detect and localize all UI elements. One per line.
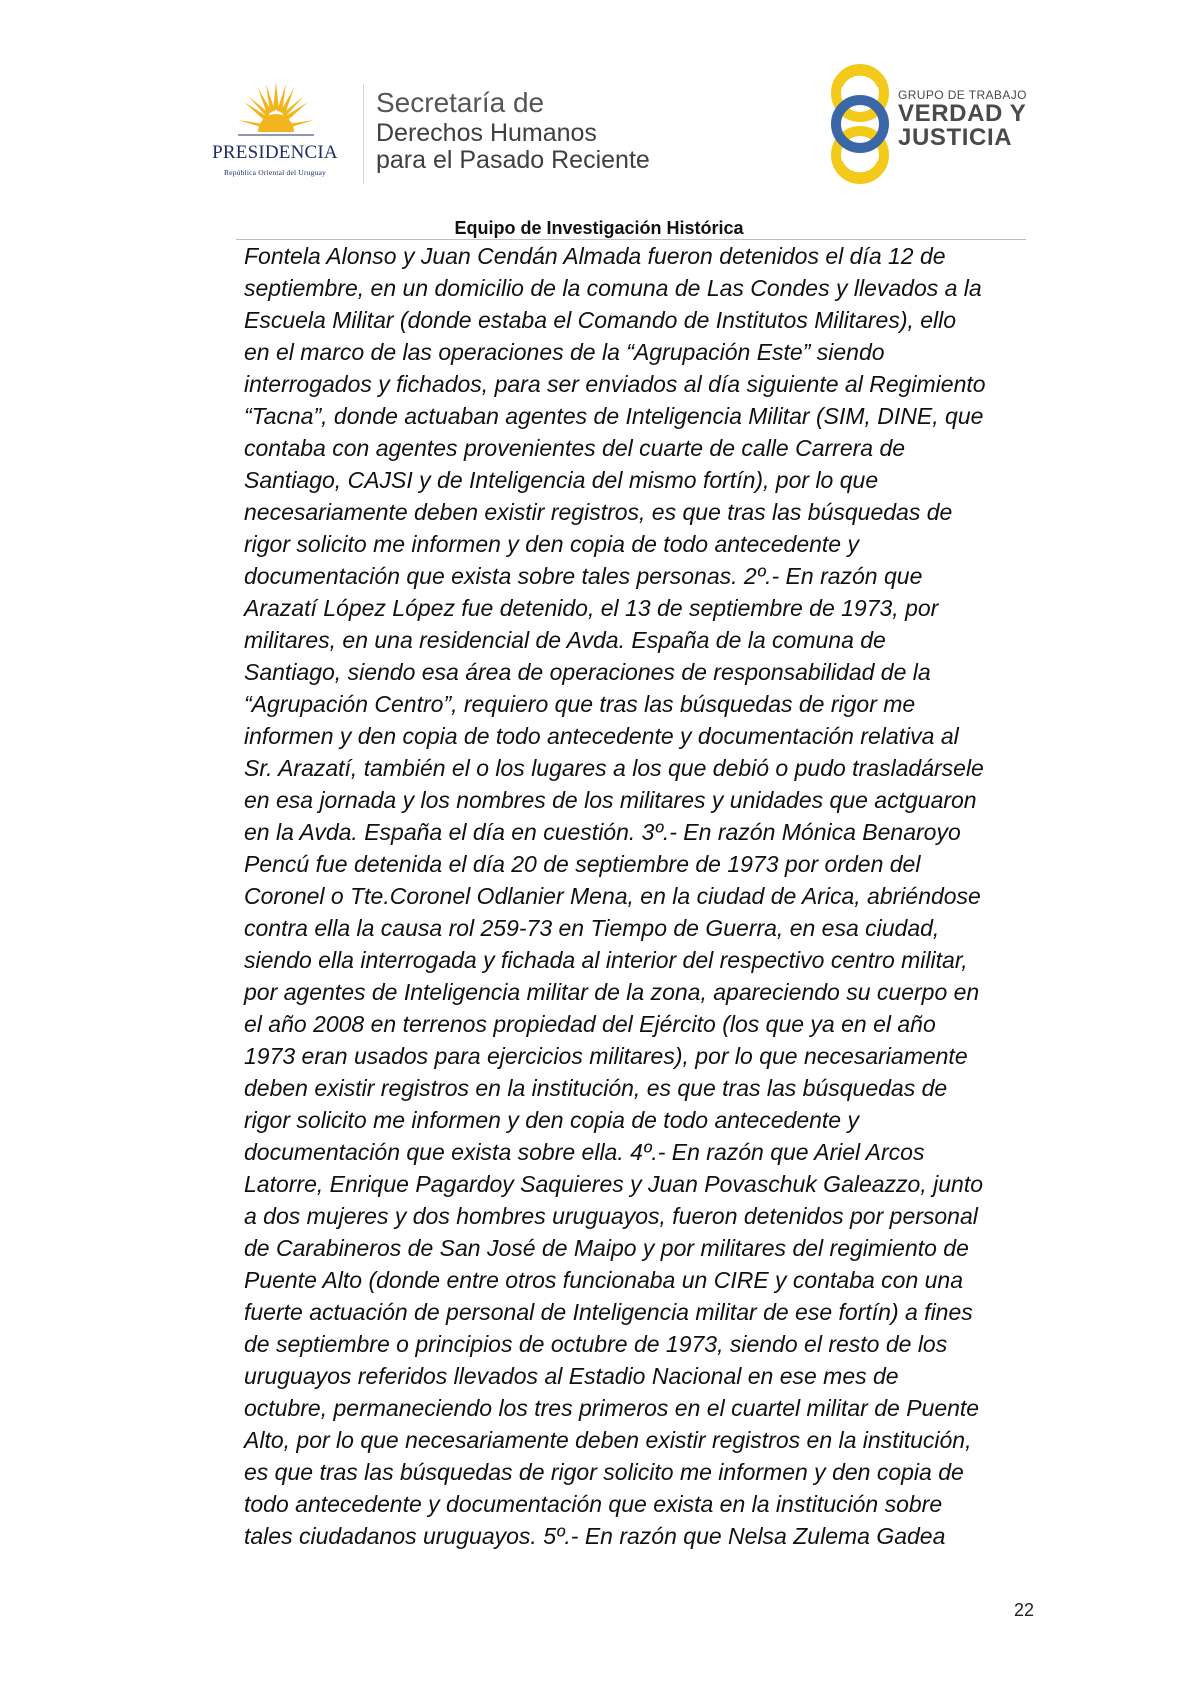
presidencia-logo <box>198 80 352 190</box>
secretaria-logo <box>376 86 650 174</box>
body-line: fuerte actuación de personal de Inteligencia militar de ese fortín) a fines <box>244 1299 973 1325</box>
body-line: contra ella la causa rol 259-73 en Tiempo de Guerra, en esa ciudad, <box>244 915 940 941</box>
body-line: el año 2008 en terrenos propiedad del Ejército (los que ya en el año <box>244 1011 936 1037</box>
body-line: en el marco de las operaciones de la “Agrupación Este” siendo <box>244 339 885 365</box>
body-line: “Agrupación Centro”, requiero que tras las búsquedas de rigor me <box>244 691 916 717</box>
body-line: documentación que exista sobre ella. 4º.- En razón que Ariel Arcos <box>244 1139 925 1165</box>
secretaria-line1: Secretaría de <box>376 87 545 118</box>
body-line: Pencú fue detenida el día 20 de septiembre de 1973 por orden del <box>244 851 921 877</box>
body-line: octubre, permaneciendo los tres primeros en el cuartel militar de Puente <box>244 1395 980 1421</box>
body-line: siendo ella interrogada y fichada al interior del respectivo centro militar, <box>244 947 968 973</box>
body-line: Coronel o Tte.Coronel Odlanier Mena, en la ciudad de Arica, abriéndose <box>244 883 981 909</box>
body-line: todo antecedente y documentación que exista en la institución sobre <box>244 1491 943 1517</box>
grupo-logo-text <box>898 88 1027 150</box>
body-line: rigor solicito me informen y den copia de todo antecedente y <box>244 1107 859 1133</box>
body-line: deben existir registros en la institución, es que tras las búsquedas de <box>244 1075 948 1101</box>
page-number: 22 <box>1013 1600 1034 1620</box>
presidencia-name: PRESIDENCIA <box>212 142 338 163</box>
sun-icon <box>238 80 314 144</box>
body-line: Santiago, CAJSI y de Inteligencia del mismo fortín), por lo que <box>244 467 879 493</box>
grupo-line1: GRUPO DE TRABAJO <box>898 88 1027 102</box>
body-line: por agentes de Inteligencia militar de la zona, apareciendo su cuerpo en <box>244 979 980 1005</box>
body-line: rigor solicito me informen y den copia de todo antecedente y <box>244 531 859 557</box>
header-divider <box>363 84 364 184</box>
body-line: necesariamente deben existir registros, es que tras las búsquedas de <box>244 499 953 525</box>
body-line: septiembre, en un domicilio de la comuna de Las Condes y llevados a la <box>244 275 982 301</box>
body-line: documentación que exista sobre tales personas. 2º.- En razón que <box>244 563 923 589</box>
body-line: Puente Alto (donde entre otros funcionaba un CIRE y contaba con una <box>244 1267 964 1293</box>
body-line: Arazatí López López fue detenido, el 13 de septiembre de 1973, por <box>244 595 939 621</box>
body-line: Sr. Arazatí, también el o los lugares a los que debió o pudo trasladársele <box>244 755 984 781</box>
body-line: Escuela Militar (donde estaba el Comando de Institutos Militares), ello <box>244 307 957 333</box>
team-title: Equipo de Investigación Histórica <box>454 218 744 238</box>
body-line: informen y den copia de todo antecedente y documentación relativa al <box>244 723 959 749</box>
body-line: Latorre, Enrique Pagardoy Saquieres y Juan Povaschuk Galeazzo, junto <box>244 1171 983 1197</box>
body-line: Fontela Alonso y Juan Cendán Almada fueron detenidos el día 12 de <box>244 243 946 269</box>
presidencia-subtitle: República Oriental del Uruguay <box>223 168 326 177</box>
body-line: uruguayos referidos llevados al Estadio Nacional en ese mes de <box>244 1363 899 1389</box>
body-line: tales ciudadanos uruguayos. 5º.- En razón que Nelsa Zulema Gadea <box>244 1523 946 1549</box>
body-line: 1973 eran usados para ejercicios militares), por lo que necesariamente <box>244 1043 968 1069</box>
body-line: de Carabineros de San José de Maipo y por militares del regimiento de <box>244 1235 969 1261</box>
body-line: de septiembre o principios de octubre de 1973, siendo el resto de los <box>244 1331 948 1357</box>
secretaria-line3: para el Pasado Reciente <box>376 146 650 174</box>
body-text <box>244 240 1024 1552</box>
body-line: “Tacna”, donde actuaban agentes de Inteligencia Militar (SIM, DINE, que <box>244 403 984 429</box>
grupo-line3: JUSTICIA <box>898 124 1013 151</box>
body-line: contaba con agentes provenientes del cuarte de calle Carrera de <box>244 435 906 461</box>
secretaria-line2: Derechos Humanos <box>376 119 597 147</box>
grupo-line2: VERDAD Y <box>898 100 1027 127</box>
body-line: es que tras las búsquedas de rigor solicito me informen y den copia de <box>244 1459 964 1485</box>
body-line: Santiago, siendo esa área de operaciones de responsabilidad de la <box>244 659 931 685</box>
body-line: en esa jornada y los nombres de los militares y unidades que actguaron <box>244 787 977 813</box>
body-line: a dos mujeres y dos hombres uruguayos, fueron detenidos por personal <box>244 1203 978 1229</box>
body-line: militares, en una residencial de Avda. España de la comuna de <box>244 627 886 653</box>
body-line: en la Avda. España el día en cuestión. 3º.- En razón Mónica Benaroyo <box>244 819 961 845</box>
body-line: Alto, por lo que necesariamente deben existir registros en la institución, <box>244 1427 972 1453</box>
body-line: interrogados y fichados, para ser enviados al día siguiente al Regimiento <box>244 371 986 397</box>
